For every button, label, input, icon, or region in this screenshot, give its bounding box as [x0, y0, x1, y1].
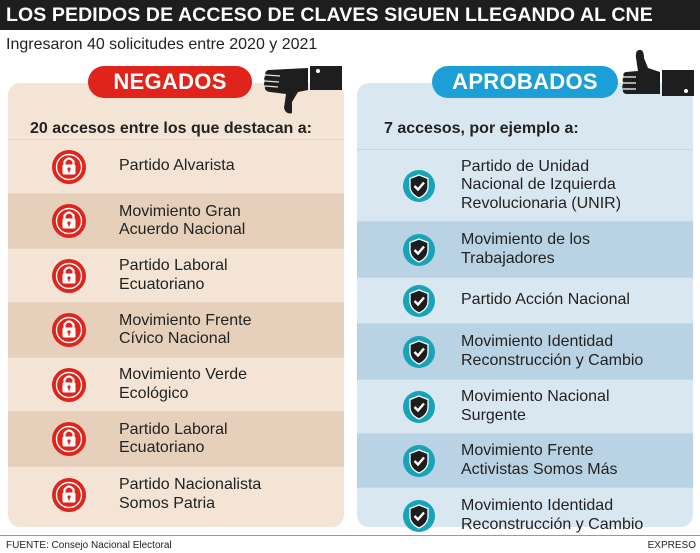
row-label: Partido de Unidad Nacional de Izquierda Revolucionaria (UNIR) — [461, 157, 622, 212]
row-label: Movimiento Nacional Surgente — [461, 388, 610, 424]
list-item — [8, 302, 344, 357]
row-label: Movimiento Verde Ecológico — [119, 366, 248, 402]
shield-check-icon — [399, 166, 439, 206]
row-label: Partido Laboral Ecuatoriano — [119, 257, 228, 293]
lock-icon — [45, 252, 93, 300]
lock-icon — [45, 361, 93, 409]
list-item — [357, 221, 693, 277]
lock-icon — [45, 306, 93, 354]
lock-icon — [45, 143, 93, 191]
row-label: Partido Acción Nacional — [461, 291, 630, 309]
list-item — [8, 466, 344, 522]
approved-badge: APROBADOS — [432, 66, 618, 98]
approved-list — [357, 149, 693, 543]
source-note: FUENTE: Consejo Nacional Electoral — [6, 540, 172, 551]
row-label: Partido Laboral Ecuatoriano — [119, 420, 228, 456]
thumbs-down-icon — [262, 60, 346, 121]
list-item — [357, 149, 693, 221]
list-item — [357, 379, 693, 433]
row-label: Movimiento Frente Activistas Somos Más — [461, 442, 618, 478]
page-title: LOS PEDIDOS DE ACCESO DE CLAVES SIGUEN LLEGANDO AL CNE — [0, 0, 700, 30]
denied-list — [8, 139, 344, 522]
shield-check-icon — [399, 387, 439, 427]
row-label: Movimiento Frente Cívico Nacional — [119, 311, 252, 347]
thumbs-up-icon — [622, 44, 696, 107]
lock-icon — [45, 415, 93, 463]
row-label: Partido Nacionalista Somos Patria — [119, 476, 262, 512]
shield-check-icon — [399, 441, 439, 481]
list-item — [8, 357, 344, 411]
shield-check-icon — [399, 230, 439, 270]
lock-icon — [45, 197, 93, 245]
denied-badge: NEGADOS — [88, 66, 252, 98]
row-label: Partido Alvarista — [119, 157, 235, 175]
lock-icon — [45, 471, 93, 519]
row-label: Movimiento de los Trabajadores — [461, 231, 590, 267]
list-item — [357, 323, 693, 379]
list-item — [8, 248, 344, 302]
shield-check-icon — [399, 332, 439, 372]
row-label: Movimiento Identidad Reconstrucción y Cambio — [461, 497, 644, 533]
footer-divider — [0, 535, 700, 536]
publisher-credit: EXPRESO — [647, 540, 696, 551]
list-item — [8, 139, 344, 193]
shield-check-icon — [399, 496, 439, 536]
row-label: Movimiento Identidad Reconstrucción y Cambio — [461, 333, 644, 369]
list-item — [357, 277, 693, 323]
row-label: Movimiento Gran Acuerdo Nacional — [119, 202, 246, 238]
approved-heading: 7 accesos, por ejemplo a: — [384, 120, 579, 137]
shield-check-icon — [399, 281, 439, 321]
list-item — [8, 411, 344, 466]
subtitle: Ingresaron 40 solicitudes entre 2020 y 2021 — [6, 36, 318, 53]
list-item — [357, 433, 693, 487]
denied-heading: 20 accesos entre los que destacan a: — [30, 120, 312, 137]
list-item — [8, 193, 344, 248]
